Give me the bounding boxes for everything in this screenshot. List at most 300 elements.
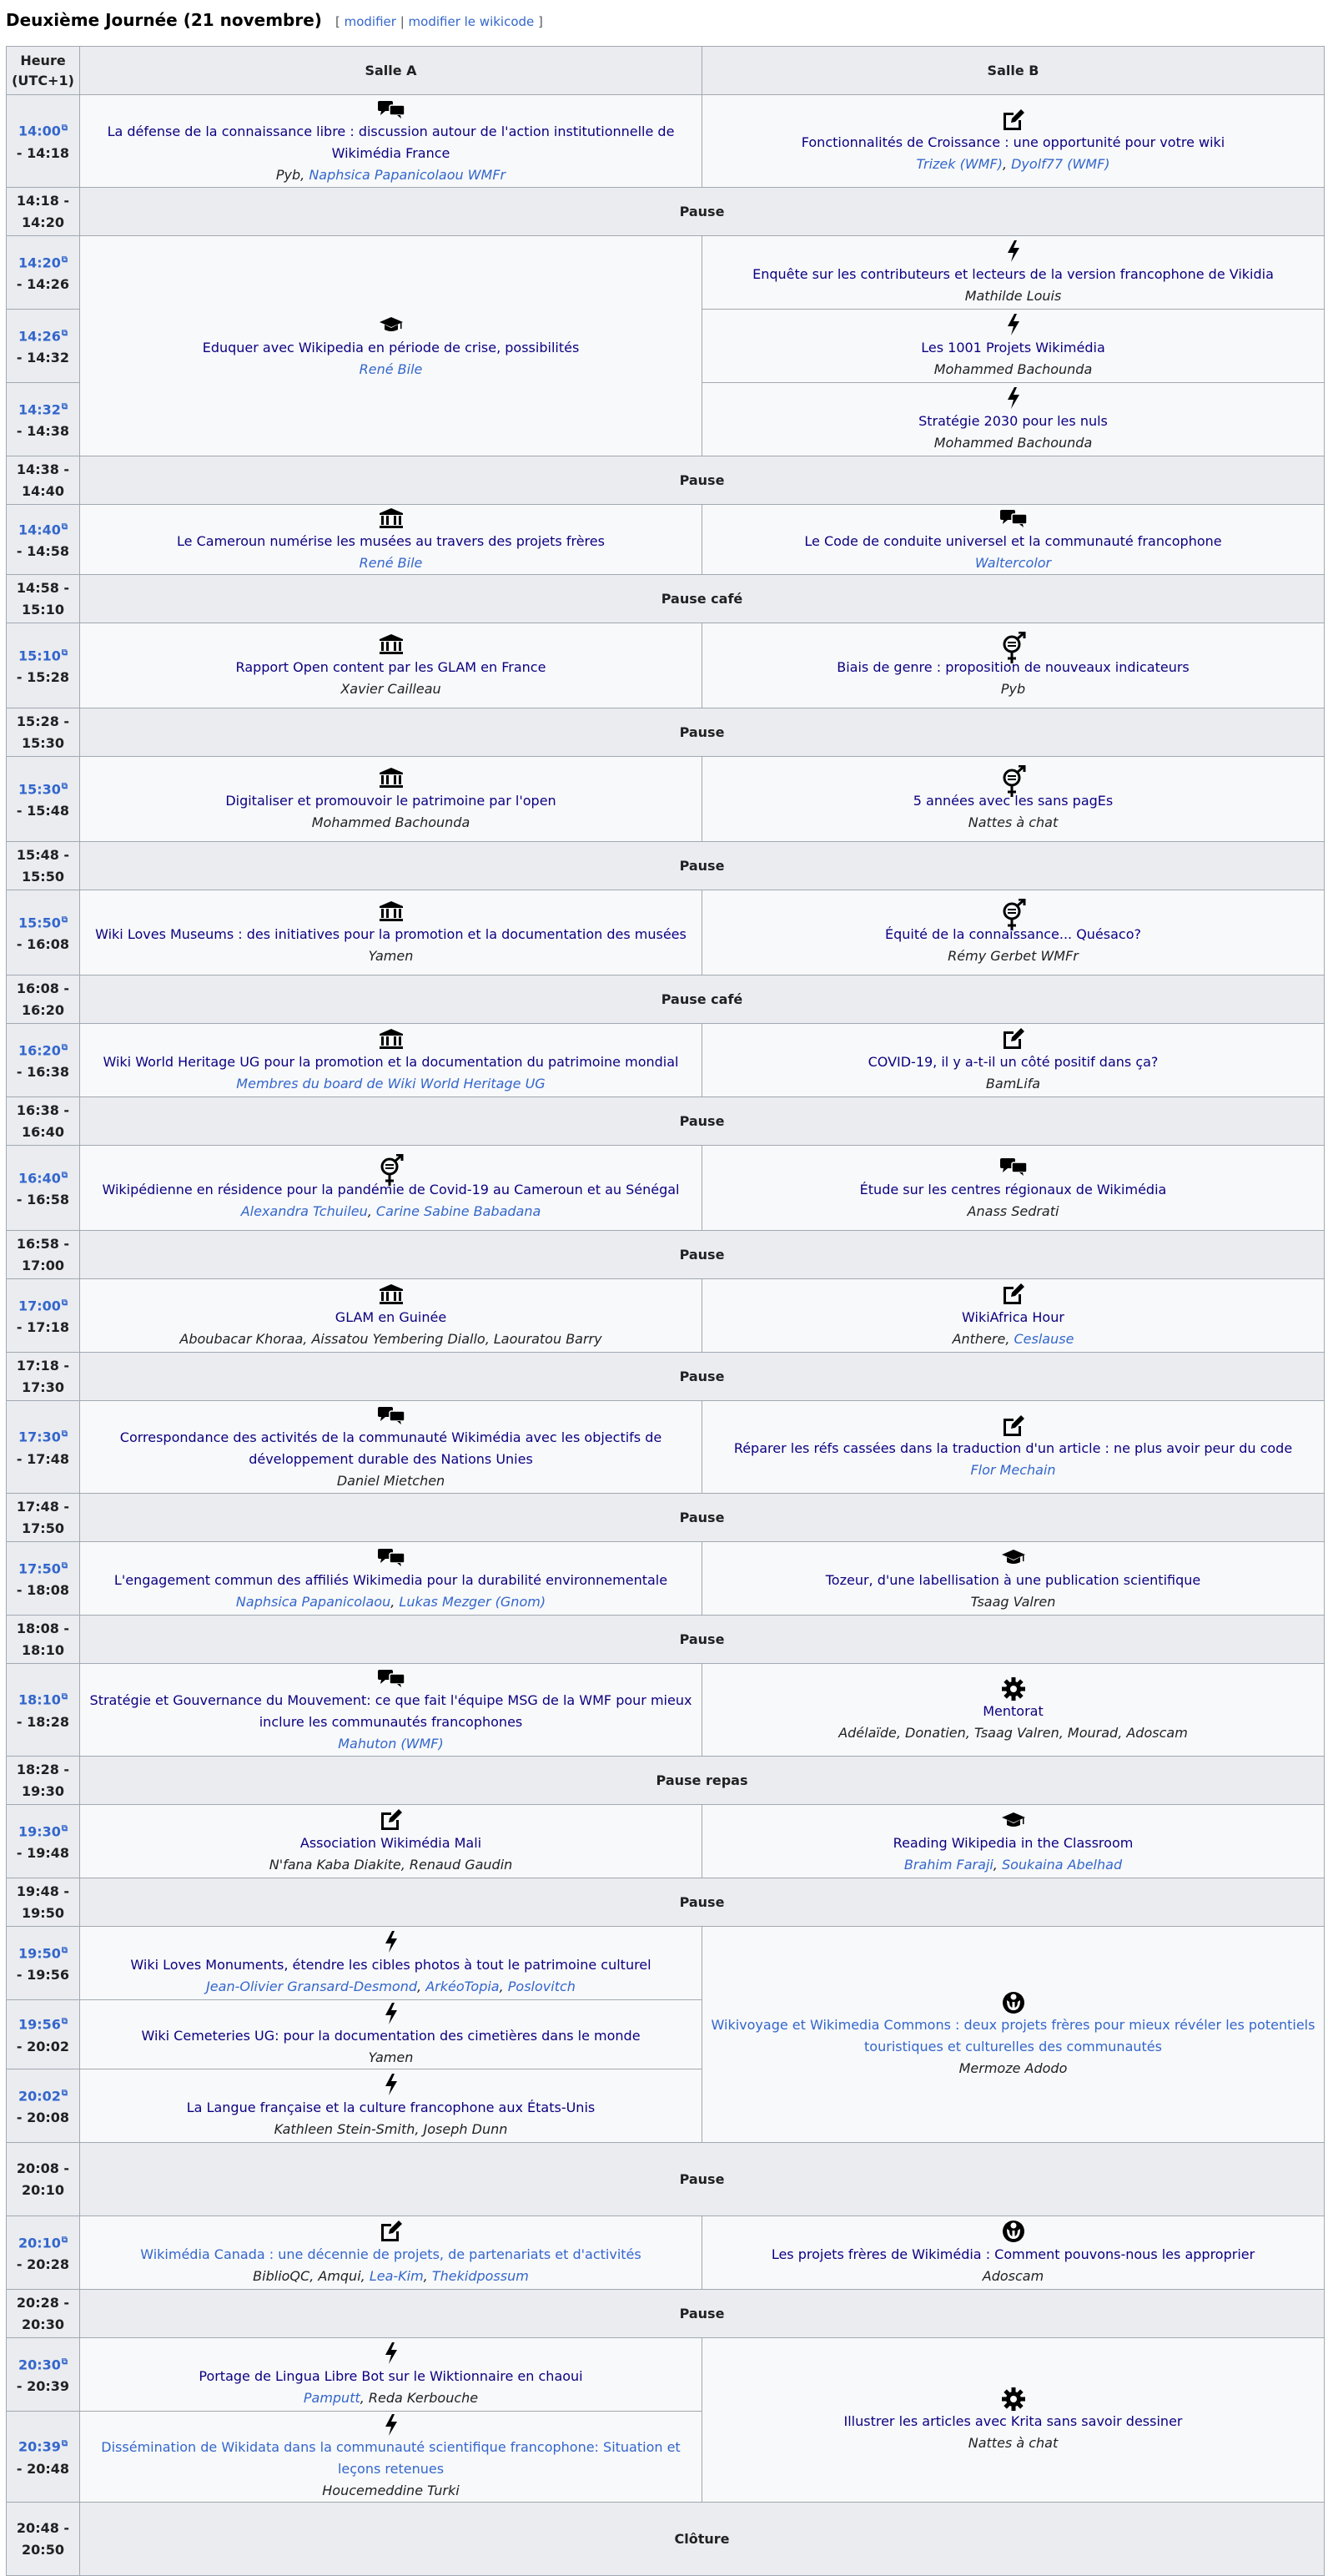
session-cell [80,2412,702,2503]
session-title[interactable]: Le Cameroun numérise les musées au travers des projets frères [177,532,605,549]
pause-cell: Pause [80,2290,1325,2338]
speaker-text: Yamen [368,2049,414,2065]
pause-row [7,1097,1325,1146]
column-header-time: Heure (UTC+1) [7,47,80,95]
session-speakers [88,1073,693,1095]
session-cell [702,505,1325,575]
time-link[interactable]: 17:50 [18,1560,61,1577]
external-link-icon: ⧉ [61,401,68,411]
speaker-text: , Aissatou Yembering Diallo, Laouratou Barry [303,1330,602,1347]
external-link-icon: ⧉ [61,1298,68,1308]
session-speakers [88,1591,693,1613]
speaker-link[interactable]: ArkéoTopia [425,1978,500,1994]
time-start: 16:08 - [16,980,70,996]
time-link[interactable]: 17:00 [18,1298,61,1314]
time-end: - 16:58 [16,1192,70,1208]
gender-icon [711,765,1315,790]
session-cell [702,1024,1325,1097]
session-cell [80,2069,702,2143]
session-title[interactable]: Wiki Cemeteries UG: pour la documentation des cimetières dans le monde [141,2028,641,2044]
discussion-icon [88,96,693,121]
speaker-text: Reda Kerbouche [368,2389,479,2406]
session-cell [80,890,702,975]
time-link[interactable]: 15:50 [18,915,61,931]
time-cell [7,188,80,236]
session-title[interactable]: Wikimédia Canada : une décennie de projets, de partenariats et d'activités [140,2246,641,2262]
external-link-icon: ⧉ [61,1823,68,1833]
session-cell [702,1146,1325,1231]
pause-cell: Pause [80,1231,1325,1279]
session-title[interactable]: Wikivoyage et Wikimedia Commons : deux projets frères pour mieux révéler les potentiels touristiques et culturelles des communautés [711,2017,1315,2054]
session-cell [80,1805,702,1878]
session-cell [80,1146,702,1231]
museum-icon [88,632,693,657]
speaker-text: BamLifa [985,1075,1041,1091]
session-cell [702,383,1325,456]
edit-icon [711,1282,1315,1307]
time-link[interactable]: 14:32 [18,401,61,418]
speaker-text: , [417,1978,426,1994]
time-start: 20:08 - [16,2160,70,2176]
session-cell [80,2216,702,2290]
session-row [7,2216,1325,2290]
speaker-text: Mathilde Louis [964,287,1062,304]
pause-row [7,1757,1325,1805]
speaker-link[interactable]: Mahuton (WMF) [338,1736,444,1752]
session-title[interactable]: COVID-19, il y a-t-il un côté positif dans ça? [868,1053,1159,1070]
pause-cell: Pause [80,708,1325,757]
speaker-link[interactable]: Poslovitch [507,1978,576,1994]
session-title[interactable]: La Langue française et la culture francophone aux États-Unis [186,2099,596,2115]
time-link[interactable]: 19:30 [18,1823,61,1840]
speaker-text: , [390,1593,400,1610]
speaker-link[interactable]: Lea-Kim [369,2267,424,2284]
time-link[interactable]: 15:30 [18,781,61,798]
session-title[interactable]: Eduquer avec Wikipedia en période de crise, possibilités [202,339,580,355]
time-end: - 14:18 [16,144,70,161]
session-speakers [88,2387,693,2409]
pause-row [7,708,1325,757]
pause-cell: Clôture [80,2503,1325,2576]
session-speakers [711,1328,1315,1350]
session-title[interactable]: Correspondance des activités de la communauté Wikimédia avec les objectifs de développement durable des Nations Unies [119,1429,662,1467]
time-start: 15:48 - [16,846,70,863]
time-end: - 18:08 [16,1582,70,1599]
speaker-text: Adoscam [982,2267,1044,2284]
speaker-text: , [993,1856,1002,1873]
session-speakers [711,1459,1315,1481]
external-link-icon: ⧉ [61,328,68,338]
time-end: - 17:18 [16,1319,70,1336]
time-end: 15:30 [22,734,64,751]
session-cell [702,236,1325,310]
speaker-text: Rémy Gerbet WMFr [948,947,1079,964]
discussion-icon [711,506,1315,531]
session-speakers [88,2047,693,2069]
speaker-text: Pyb [1000,680,1026,697]
edit-icon [711,1413,1315,1438]
time-cell [7,1927,80,2000]
speaker-text: Anthere [952,1330,1006,1347]
session-speakers [711,1854,1315,1876]
time-cell [7,1353,80,1401]
session-cell [80,1401,702,1494]
museum-icon [88,506,693,531]
session-title[interactable]: Enquête sur les contributeurs et lecteurs de la version francophone de Vikidia [752,265,1274,282]
time-link[interactable]: 14:26 [18,328,61,345]
session-cell [702,1927,1325,2143]
session-speakers [711,678,1315,700]
time-cell [7,236,80,310]
speaker-link[interactable]: Trizek (WMF) [916,156,1003,172]
time-start: 14:38 - [16,461,70,477]
session-title[interactable]: L'engagement commun des affiliés Wikimedia pour la durabilité environnementale [113,1571,668,1588]
speaker-text: Mohammed Bachounda [933,360,1093,377]
session-title[interactable]: Wikipédienne en résidence pour la pandémie de Covid-19 au Cameroun et au Sénégal [102,1181,680,1197]
time-link[interactable]: 14:20 [18,255,61,271]
museum-icon [88,899,693,924]
speaker-link[interactable]: René Bile [359,360,423,377]
time-link[interactable]: 14:00 [18,123,61,139]
speaker-text: Houcemeddine Turki [322,2483,460,2498]
session-speakers [711,2058,1315,2079]
session-row [7,1927,1325,2000]
time-cell [7,2069,80,2143]
session-cell [702,757,1325,842]
session-cell [702,95,1325,188]
speaker-text: , [367,1202,376,1219]
pause-row [7,2503,1325,2576]
session-title[interactable]: Tozeur, d'une labellisation à une publication scientifique [825,1571,1201,1588]
time-link[interactable]: 16:20 [18,1042,61,1059]
wikimedia-icon [711,1989,1315,2014]
session-title[interactable]: Illustrer les articles avec Krita sans savoir dessiner [843,2413,1183,2429]
session-cell [702,1401,1325,1494]
gender-icon [88,1154,693,1179]
session-title[interactable]: GLAM en Guinée [335,1308,447,1325]
pause-row [7,1231,1325,1279]
external-link-icon: ⧉ [61,2235,68,2245]
session-title[interactable]: Mentorat [983,1703,1044,1719]
external-link-icon: ⧉ [61,1429,68,1439]
time-link[interactable]: 15:10 [18,648,61,664]
modify-link[interactable]: modifier [344,14,396,29]
speaker-link[interactable]: Flor Mechain [970,1462,1056,1478]
lightning-icon [711,386,1315,411]
session-title[interactable]: Wiki Loves Monuments, étendre les cibles photos à tout le patrimoine culturel [130,1956,651,1973]
session-row [7,236,1325,310]
external-link-icon: ⧉ [61,781,68,791]
discussion-icon [88,1665,693,1690]
time-end: - 14:38 [16,423,70,440]
session-title[interactable]: WikiAfrica Hour [962,1308,1064,1325]
time-link[interactable]: 18:10 [18,1691,61,1708]
session-title[interactable]: Biais de genre : proposition de nouveaux indicateurs [837,658,1190,675]
external-link-icon: ⧉ [61,648,68,658]
session-cell [702,310,1325,383]
pause-cell: Pause café [80,575,1325,623]
time-end: - 14:26 [16,276,70,293]
pause-row [7,842,1325,890]
page-title: Deuxième Journée (21 novembre) [6,10,322,30]
time-link[interactable]: 20:30 [18,2357,61,2373]
pause-row [7,456,1325,505]
time-start: 18:28 - [16,1761,70,1777]
pause-row [7,1616,1325,1664]
session-row [7,505,1325,575]
lightning-icon [88,1929,693,1954]
session-title[interactable]: Wiki Loves Museums : des initiatives pour la promotion et la documentation des musées [95,925,687,942]
session-row [7,757,1325,842]
time-link[interactable]: 19:56 [18,2016,61,2033]
external-link-icon: ⧉ [61,522,68,532]
external-link-icon: ⧉ [61,2439,68,2449]
pause-cell: Pause [80,842,1325,890]
speaker-link[interactable]: Ceslause [1014,1330,1074,1347]
session-speakers [711,1201,1315,1222]
speaker-link[interactable]: Brahim Faraji [903,1856,993,1873]
graduation-cap-icon [88,312,693,337]
session-speakers [711,154,1315,175]
gender-icon [711,632,1315,657]
time-cell [7,1279,80,1353]
speaker-text: Pyb [275,167,301,183]
session-speakers [88,1470,693,1492]
pause-cell: Pause [80,1878,1325,1927]
edit-links: [ modifier | modifier le wikicode ] [335,14,543,29]
session-row [7,95,1325,188]
time-cell [7,2000,80,2069]
time-cell [7,757,80,842]
speaker-text: , [360,2389,369,2406]
external-link-icon: ⧉ [61,1560,68,1570]
session-cell [80,505,702,575]
time-link[interactable]: 20:02 [18,2088,61,2105]
session-row [7,1401,1325,1494]
speaker-link[interactable]: Soukaina Abelhad [1001,1856,1123,1873]
time-cell [7,1494,80,1542]
session-title[interactable]: Le Code de conduite universel et la communauté francophone [804,532,1222,549]
time-cell [7,456,80,505]
session-cell [80,757,702,842]
time-end: - 16:38 [16,1064,70,1081]
time-cell [7,1542,80,1616]
speaker-text: BiblioQC, Amqui, [253,2267,370,2284]
time-end: - 17:48 [16,1450,70,1467]
speaker-text: Xavier Cailleau [340,680,441,697]
time-link[interactable]: 17:30 [18,1429,61,1445]
time-link[interactable]: 16:40 [18,1170,61,1187]
session-title[interactable]: Les 1001 Projets Wikimédia [921,339,1105,355]
session-title[interactable]: Étude sur les centres régionaux de Wikimédia [859,1181,1167,1197]
session-row [7,1146,1325,1231]
session-row [7,1805,1325,1878]
lightning-icon [711,239,1315,264]
time-cell [7,383,80,456]
time-end: - 20:08 [16,2110,70,2126]
speaker-text: Tsaag Valren [970,1593,1056,1610]
speaker-text: , [1005,1330,1014,1347]
session-row [7,1664,1325,1757]
session-cell [702,2338,1325,2503]
session-title[interactable]: Fonctionnalités de Croissance : une opportunité pour votre wiki [801,134,1225,150]
external-link-icon: ⧉ [61,2357,68,2367]
time-end: 20:30 [22,2316,64,2332]
session-speakers [88,164,693,186]
speaker-text: Adélaïde, Donatien, Tsaag Valren, Mourad, Adoscam [838,1725,1188,1741]
speaker-text: N'fana Kaba Diakite, Renaud Gaudin [269,1856,513,1873]
time-end: 15:50 [22,868,64,885]
session-speakers [88,359,693,381]
speaker-text: , [423,2267,432,2284]
speaker-link[interactable]: Dyolf77 (WMF) [1011,156,1110,172]
pause-row [7,1494,1325,1542]
session-title[interactable]: Portage de Lingua Libre Bot sur le Wiktionnaire en chaoui [199,2367,583,2384]
speaker-text: Mermoze Adodo [958,2060,1068,2076]
pause-row [7,1878,1325,1927]
session-speakers [711,945,1315,967]
time-link[interactable]: 19:50 [18,1945,61,1962]
pause-row [7,975,1325,1024]
external-link-icon: ⧉ [61,915,68,925]
session-speakers [711,812,1315,834]
time-link[interactable]: 20:39 [18,2438,61,2455]
session-row [7,890,1325,975]
museum-icon [88,1282,693,1307]
pause-row [7,2290,1325,2338]
session-cell [80,236,702,456]
speaker-link[interactable]: René Bile [359,554,423,571]
speaker-text: , [1002,156,1012,172]
external-link-icon: ⧉ [61,1042,68,1052]
time-cell [7,2412,80,2503]
time-cell [7,2338,80,2412]
discussion-icon [88,1402,693,1427]
time-link[interactable]: 14:40 [18,522,61,538]
session-speakers [88,812,693,834]
session-speakers [88,1854,693,1876]
time-end: 19:30 [22,1782,64,1799]
time-start: 16:38 - [16,1101,70,1118]
session-title[interactable]: Réparer les réfs cassées dans la traduction d'un article : ne plus avoir peur du code [733,1440,1293,1456]
session-speakers [711,285,1315,307]
session-speakers [88,1976,693,1998]
session-title[interactable]: Wiki World Heritage UG pour la promotion et la documentation du patrimoine mondial [103,1053,679,1070]
speaker-text: Nattes à chat [968,814,1059,830]
external-link-icon: ⧉ [61,1692,68,1702]
session-title[interactable]: La défense de la connaissance libre : discussion autour de l'action institutionnelle de Wikimédia France [107,124,675,161]
session-title[interactable]: Dissémination de Wikidata dans la communauté scientifique francophone: Situation et leçons retenues [101,2439,681,2477]
speaker-link[interactable]: Jean-Olivier Gransard-Desmond [206,1978,418,1994]
gear-icon [711,2386,1315,2411]
time-end: - 18:28 [16,1713,70,1730]
session-speakers [711,1722,1315,1744]
speaker-link[interactable]: Alexandra Tchuileu [240,1202,368,1219]
lightning-icon [88,2000,693,2025]
time-end: - 19:48 [16,1845,70,1862]
time-end: - 16:08 [16,936,70,953]
session-title[interactable]: Équité de la connaissance... Quésaco? [885,925,1141,942]
speaker-link[interactable]: Membres du board de Wiki World Heritage UG [236,1075,546,1091]
pause-row [7,1353,1325,1401]
session-row [7,2338,1325,2412]
pause-cell: Pause [80,2143,1325,2216]
time-link[interactable]: 20:10 [18,2235,61,2251]
speaker-link[interactable]: Waltercolor [974,554,1052,571]
external-link-icon: ⧉ [61,2088,68,2098]
session-title[interactable]: Stratégie et Gouvernance du Mouvement: ce que fait l'équipe MSG de la WMF pour mieux inclure les communautés francophones [89,1692,692,1730]
time-start: 17:18 - [16,1357,70,1374]
time-end: - 14:32 [16,350,70,366]
graduation-cap-icon [711,1545,1315,1570]
session-title[interactable]: Association Wikimédia Mali [299,1834,482,1851]
session-title[interactable]: Les projets frères de Wikimédia : Comment pouvons-nous les approprier [771,2246,1255,2262]
time-end: 20:50 [22,2541,64,2558]
session-cell [702,623,1325,708]
time-cell [7,2503,80,2576]
session-cell [702,1664,1325,1757]
column-header-salle-b: Salle B [702,47,1325,95]
session-title[interactable]: Digitaliser et promouvoir le patrimoine par l'open [225,792,556,809]
edit-icon [711,107,1315,132]
time-end: 20:10 [22,2181,64,2198]
speaker-link[interactable]: Naphsica Papanicolaou WMFr [309,167,506,183]
session-title[interactable]: Stratégie 2030 pour les nuls [918,412,1108,429]
time-end: - 19:56 [16,1967,70,1984]
speaker-link[interactable]: Lukas Mezger (Gnom) [399,1593,546,1610]
session-title[interactable]: Reading Wikipedia in the Classroom [893,1834,1134,1851]
modify-wikicode-link[interactable]: modifier le wikicode [408,14,535,29]
gear-icon [711,1676,1315,1701]
session-speakers [88,552,693,574]
time-end: 16:20 [22,1001,64,1018]
time-cell [7,1616,80,1664]
session-speakers [88,2480,693,2502]
time-end: - 20:39 [16,2378,70,2395]
pause-row [7,2143,1325,2216]
pause-cell: Pause [80,1616,1325,1664]
lightning-icon [711,312,1315,337]
time-cell [7,1401,80,1494]
time-start: 18:08 - [16,1620,70,1636]
museum-icon [88,765,693,790]
time-end: 17:50 [22,1520,64,1536]
time-cell [7,975,80,1024]
session-cell [702,1542,1325,1616]
pause-cell: Pause [80,1353,1325,1401]
speaker-text: Mohammed Bachounda [933,434,1093,451]
time-cell [7,890,80,975]
speaker-text: Mohammed Bachounda [311,814,470,830]
speaker-link[interactable]: Thekidpossum [431,2267,529,2284]
session-title[interactable]: Rapport Open content par les GLAM en France [235,658,546,675]
session-title[interactable]: 5 années avec les sans pagEs [913,792,1114,809]
time-start: 17:48 - [16,1498,70,1515]
time-cell [7,623,80,708]
speaker-link[interactable]: Carine Sabine Babadana [375,1202,541,1219]
session-speakers [711,1073,1315,1095]
session-cell [80,2000,702,2069]
discussion-icon [88,1545,693,1570]
time-end: 17:00 [22,1257,64,1273]
speaker-link[interactable]: Pamputt [303,2389,360,2406]
speaker-link[interactable]: Naphsica Papanicolaou [235,1593,391,1610]
session-speakers [88,2119,693,2140]
edit-icon [88,1807,693,1832]
session-cell [80,623,702,708]
external-link-icon: ⧉ [61,124,68,134]
session-cell [702,1805,1325,1878]
